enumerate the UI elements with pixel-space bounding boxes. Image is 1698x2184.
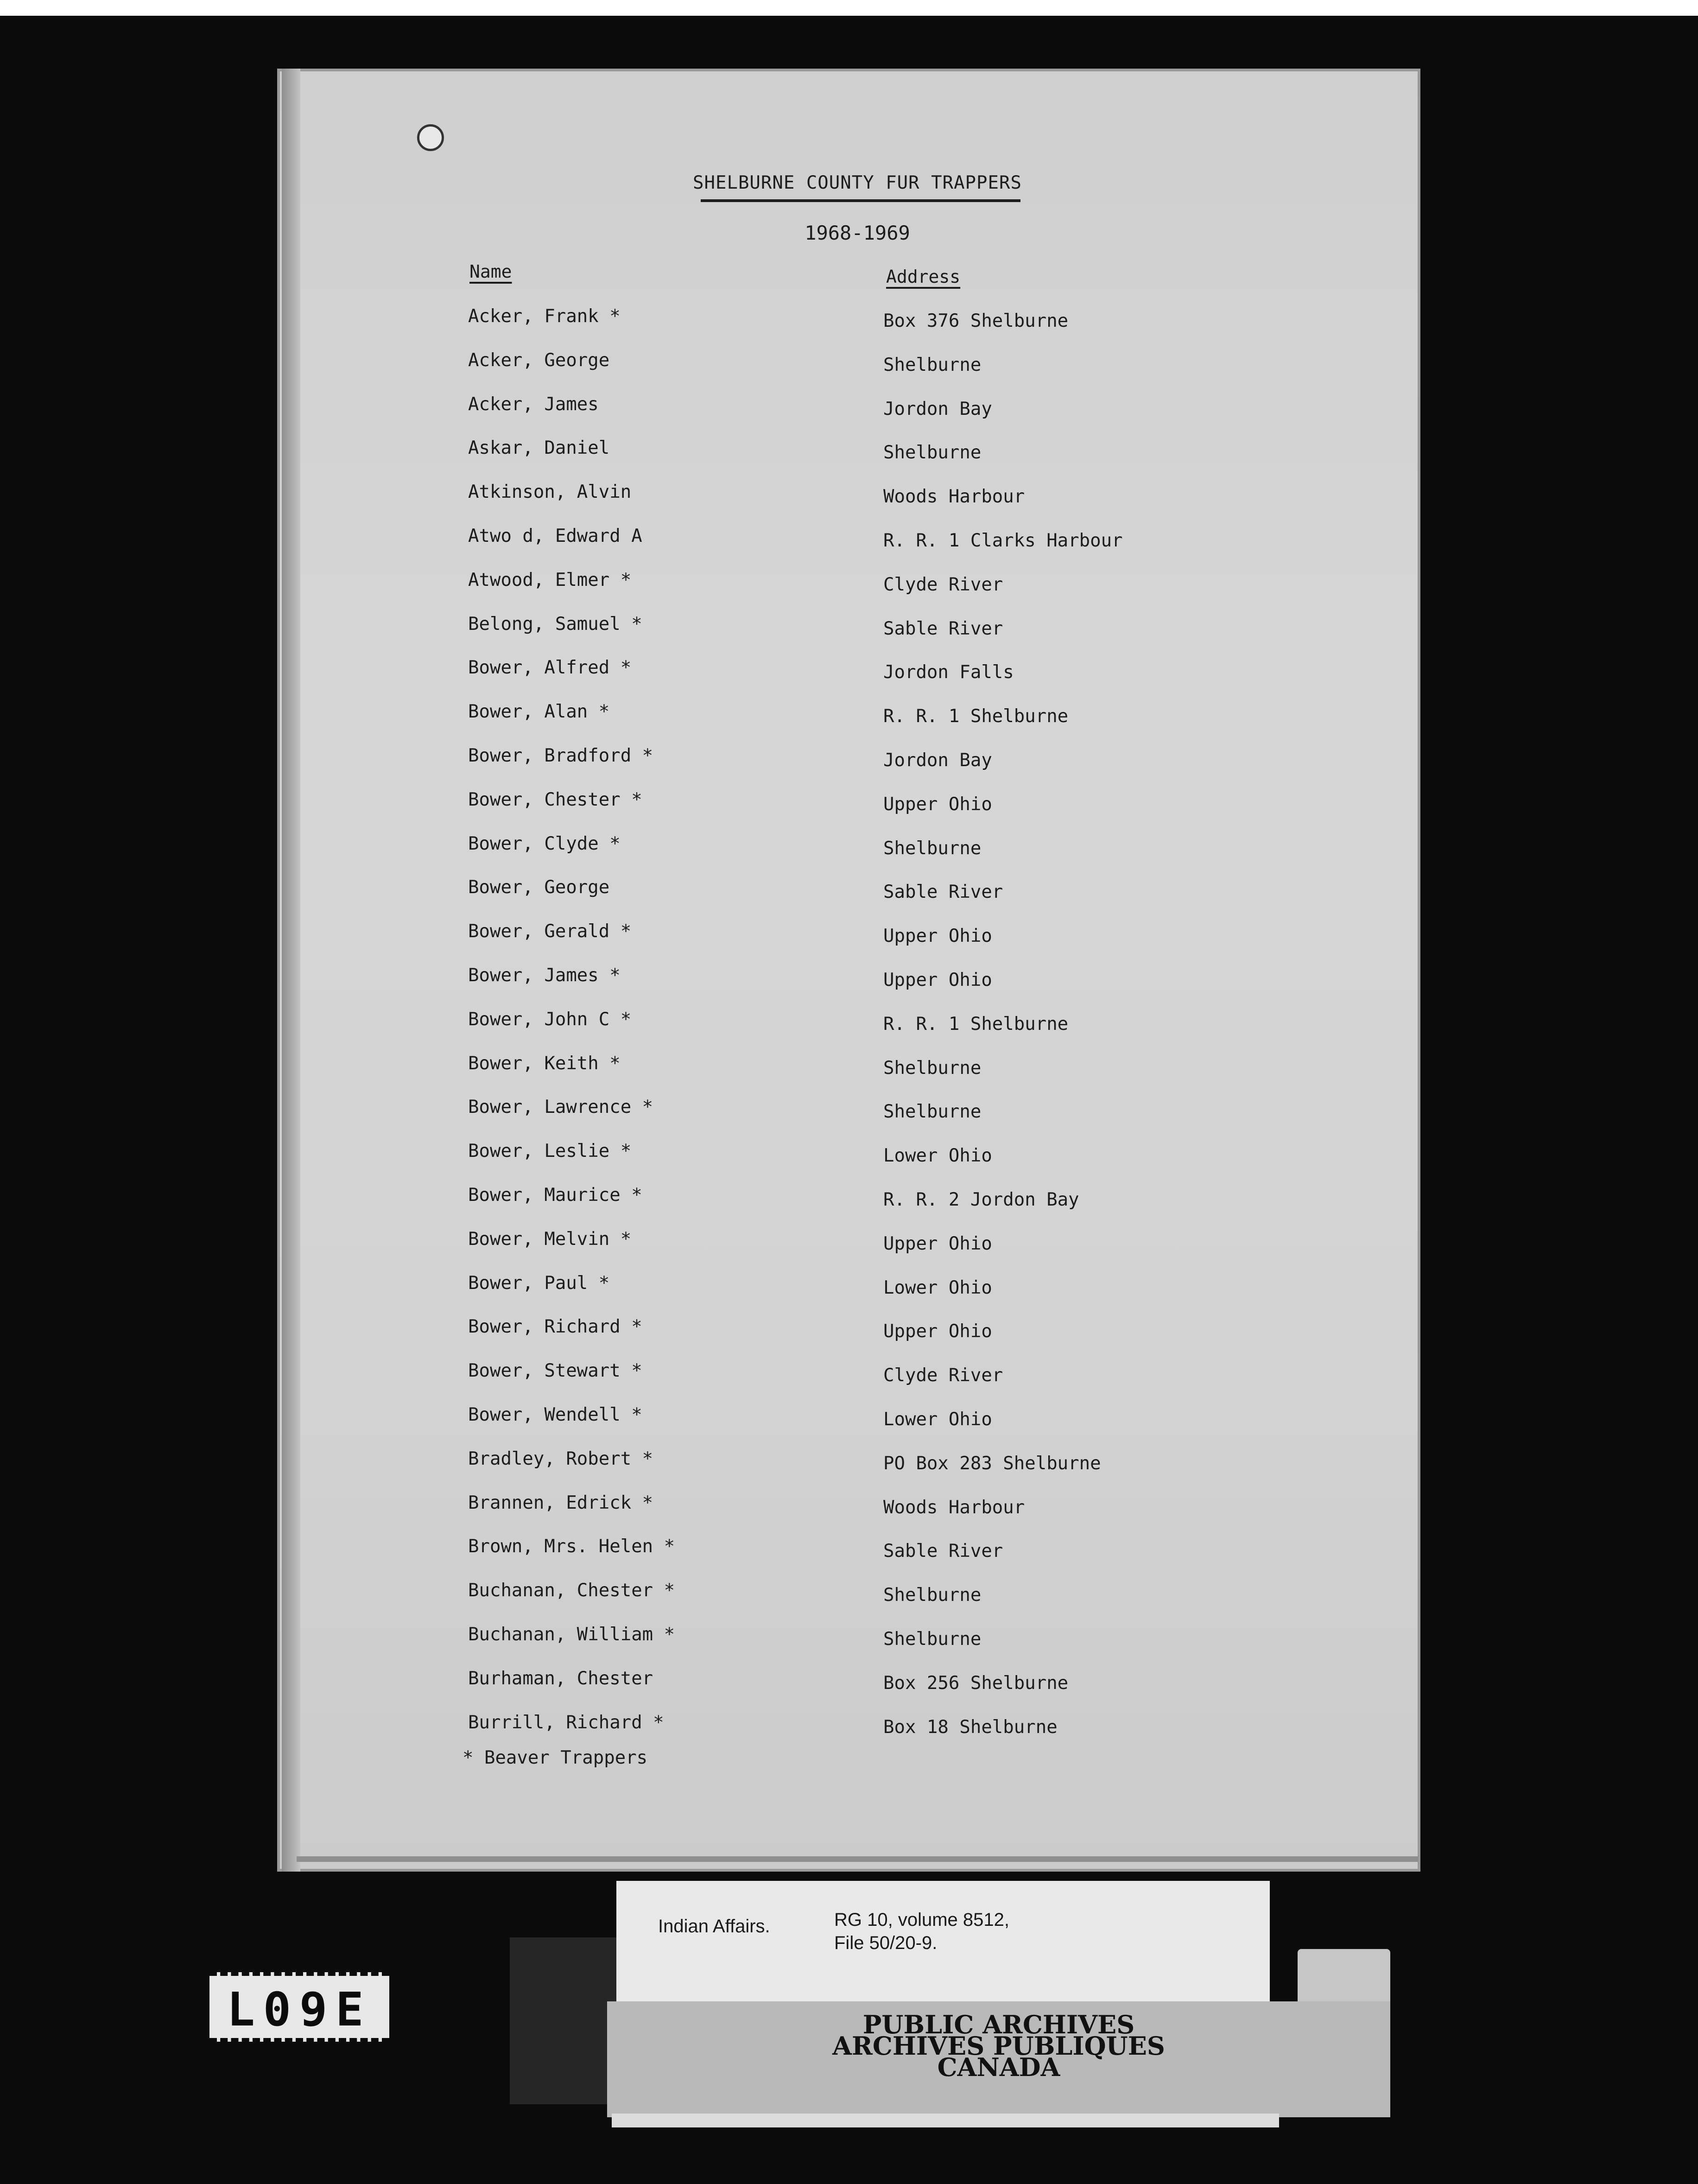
trapper-name: Bower, Chester *	[468, 789, 642, 810]
list-item	[0, 1141, 1698, 1185]
trapper-name: Bower, Gerald *	[468, 921, 632, 942]
trapper-name: Bower, Alfred *	[468, 657, 632, 679]
list-item	[0, 745, 1698, 789]
list-item	[0, 306, 1698, 350]
list-item	[0, 614, 1698, 658]
trapper-name: Askar, Daniel	[468, 438, 610, 459]
trapper-address: Sable River	[883, 1541, 1003, 1562]
document-year: 1968-1969	[805, 222, 910, 244]
trapper-name: Buchanan, Chester *	[468, 1580, 675, 1601]
trapper-name: Bower, Alan *	[468, 701, 610, 723]
list-item	[0, 526, 1698, 570]
list-item	[0, 1536, 1698, 1580]
trapper-name: Bower, Keith *	[468, 1053, 621, 1074]
list-item	[0, 1053, 1698, 1097]
trapper-address: Jordon Bay	[883, 398, 992, 419]
list-item	[0, 921, 1698, 965]
trapper-name: Buchanan, William *	[468, 1624, 675, 1645]
trapper-name: Brown, Mrs. Helen *	[468, 1536, 675, 1557]
list-item	[0, 1273, 1698, 1317]
list-item	[0, 482, 1698, 526]
trapper-address: PO Box 283 Shelburne	[883, 1453, 1101, 1474]
list-item	[0, 789, 1698, 833]
stamp-line-3: CANADA	[937, 2052, 1060, 2082]
list-item	[0, 965, 1698, 1009]
card-shadow	[510, 1937, 616, 2104]
trapper-name: Bower, Wendell *	[468, 1404, 642, 1425]
trapper-address: Shelburne	[883, 838, 982, 859]
stamp-line-1: PUBLIC ARCHIVES	[862, 2010, 1135, 2039]
column-header-address: Address	[886, 267, 961, 287]
trapper-address: Shelburne	[883, 1101, 982, 1123]
list-item	[0, 877, 1698, 921]
page-bottom-edge	[297, 1856, 1418, 1862]
trapper-name: Atwo d, Edward A	[468, 525, 642, 546]
trapper-name: Bower, Leslie *	[468, 1141, 632, 1162]
footnote: * Beaver Trappers	[463, 1747, 648, 1768]
trapper-name: Acker, Frank *	[468, 306, 621, 327]
trapper-address: Shelburne	[883, 1628, 982, 1650]
list-item	[0, 1009, 1698, 1053]
list-item	[0, 1580, 1698, 1624]
trapper-name: Bower, James *	[468, 965, 621, 986]
trapper-address: Sable River	[883, 618, 1003, 639]
trapper-address: Sable River	[883, 882, 1003, 903]
trapper-name: Belong, Samuel *	[468, 613, 642, 635]
trapper-address: Upper Ohio	[883, 1233, 992, 1254]
trapper-name: Bower, Clyde *	[468, 833, 621, 854]
trapper-name: Bower, Melvin *	[468, 1228, 632, 1250]
trapper-name: Bower, Stewart *	[468, 1360, 642, 1382]
trapper-address: Jordon Bay	[883, 749, 992, 771]
list-item	[0, 1448, 1698, 1492]
trapper-address: R. R. 1 Shelburne	[883, 1013, 1069, 1035]
column-header-name: Name	[469, 261, 512, 282]
trapper-name: Bower, Lawrence *	[468, 1097, 653, 1118]
film-frame-top-edge	[0, 0, 1698, 16]
list-item	[0, 1097, 1698, 1141]
trapper-address: Lower Ohio	[883, 1145, 992, 1167]
trapper-address: Upper Ohio	[883, 926, 992, 947]
trapper-name: Acker, George	[468, 349, 610, 371]
reference-line-1: RG 10, volume 8512,	[834, 1910, 1009, 1930]
list-item	[0, 1229, 1698, 1273]
trapper-name: Bower, Richard *	[468, 1316, 642, 1338]
trapper-name: Atkinson, Alvin	[468, 482, 632, 503]
trapper-address: Box 256 Shelburne	[883, 1672, 1069, 1694]
list-item	[0, 350, 1698, 394]
list-item	[0, 1492, 1698, 1536]
trapper-list	[0, 306, 1698, 1756]
trapper-address: Upper Ohio	[883, 1321, 992, 1342]
document-title: SHELBURNE COUNTY FUR TRAPPERS	[693, 172, 1022, 193]
stamp-line-2: ARCHIVES PUBLIQUES	[832, 2031, 1165, 2061]
list-item	[0, 570, 1698, 614]
list-item	[0, 701, 1698, 745]
trapper-name: Bower, John C *	[468, 1009, 632, 1030]
trapper-address: R. R. 1 Shelburne	[883, 706, 1069, 727]
trapper-name: Atwood, Elmer *	[468, 569, 632, 590]
list-item	[0, 394, 1698, 438]
trapper-address: Upper Ohio	[883, 794, 992, 815]
trapper-address: Shelburne	[883, 1057, 982, 1079]
trapper-address: Woods Harbour	[883, 1497, 1025, 1518]
trapper-address: Shelburne	[883, 354, 982, 375]
trapper-address: Woods Harbour	[883, 486, 1025, 508]
stamp-card-bottom-strip	[612, 2114, 1279, 2127]
title-underline	[701, 199, 1020, 202]
archives-stamp	[607, 2010, 1390, 2082]
list-item	[0, 1360, 1698, 1404]
trapper-address: Box 18 Shelburne	[883, 1716, 1058, 1738]
trapper-address: Shelburne	[883, 1585, 982, 1606]
trapper-name: Bower, Maurice *	[468, 1184, 642, 1206]
list-item	[0, 833, 1698, 877]
trapper-address: Lower Ohio	[883, 1409, 992, 1430]
trapper-address: Clyde River	[883, 1365, 1003, 1386]
list-item	[0, 657, 1698, 701]
trapper-name: Brannen, Edrick *	[468, 1492, 653, 1513]
trapper-address: Clyde River	[883, 574, 1003, 595]
list-item	[0, 1185, 1698, 1229]
film-frame-counter	[209, 1972, 389, 2042]
trapper-name: Burrill, Richard *	[468, 1712, 664, 1733]
punch-hole	[417, 124, 444, 151]
trapper-name: Bower, Paul *	[468, 1272, 610, 1294]
list-item	[0, 1316, 1698, 1360]
list-item	[0, 1712, 1698, 1756]
trapper-address: Upper Ohio	[883, 969, 992, 990]
archive-reference-card	[616, 1881, 1270, 2009]
trapper-name: Acker, James	[468, 394, 599, 415]
trapper-name: Bradley, Robert *	[468, 1448, 653, 1469]
trapper-name: Burhaman, Chester	[468, 1668, 653, 1689]
trapper-address: R. R. 1 Clarks Harbour	[883, 530, 1123, 551]
trapper-name: Bower, George	[468, 877, 610, 898]
frame-counter-digits: L09E	[227, 1982, 372, 2037]
trapper-name: Bower, Bradford *	[468, 745, 653, 766]
trapper-address: Box 376 Shelburne	[883, 311, 1069, 331]
trapper-address: Shelburne	[883, 442, 982, 463]
department-label: Indian Affairs.	[658, 1916, 770, 1936]
trapper-address: Jordon Falls	[883, 662, 1014, 683]
trapper-address: R. R. 2 Jordon Bay	[883, 1189, 1079, 1210]
list-item	[0, 438, 1698, 482]
list-item	[0, 1624, 1698, 1668]
reference-line-2: File 50/20-9.	[834, 1933, 938, 1953]
list-item	[0, 1668, 1698, 1712]
trapper-address: Lower Ohio	[883, 1277, 992, 1298]
list-item	[0, 1404, 1698, 1448]
